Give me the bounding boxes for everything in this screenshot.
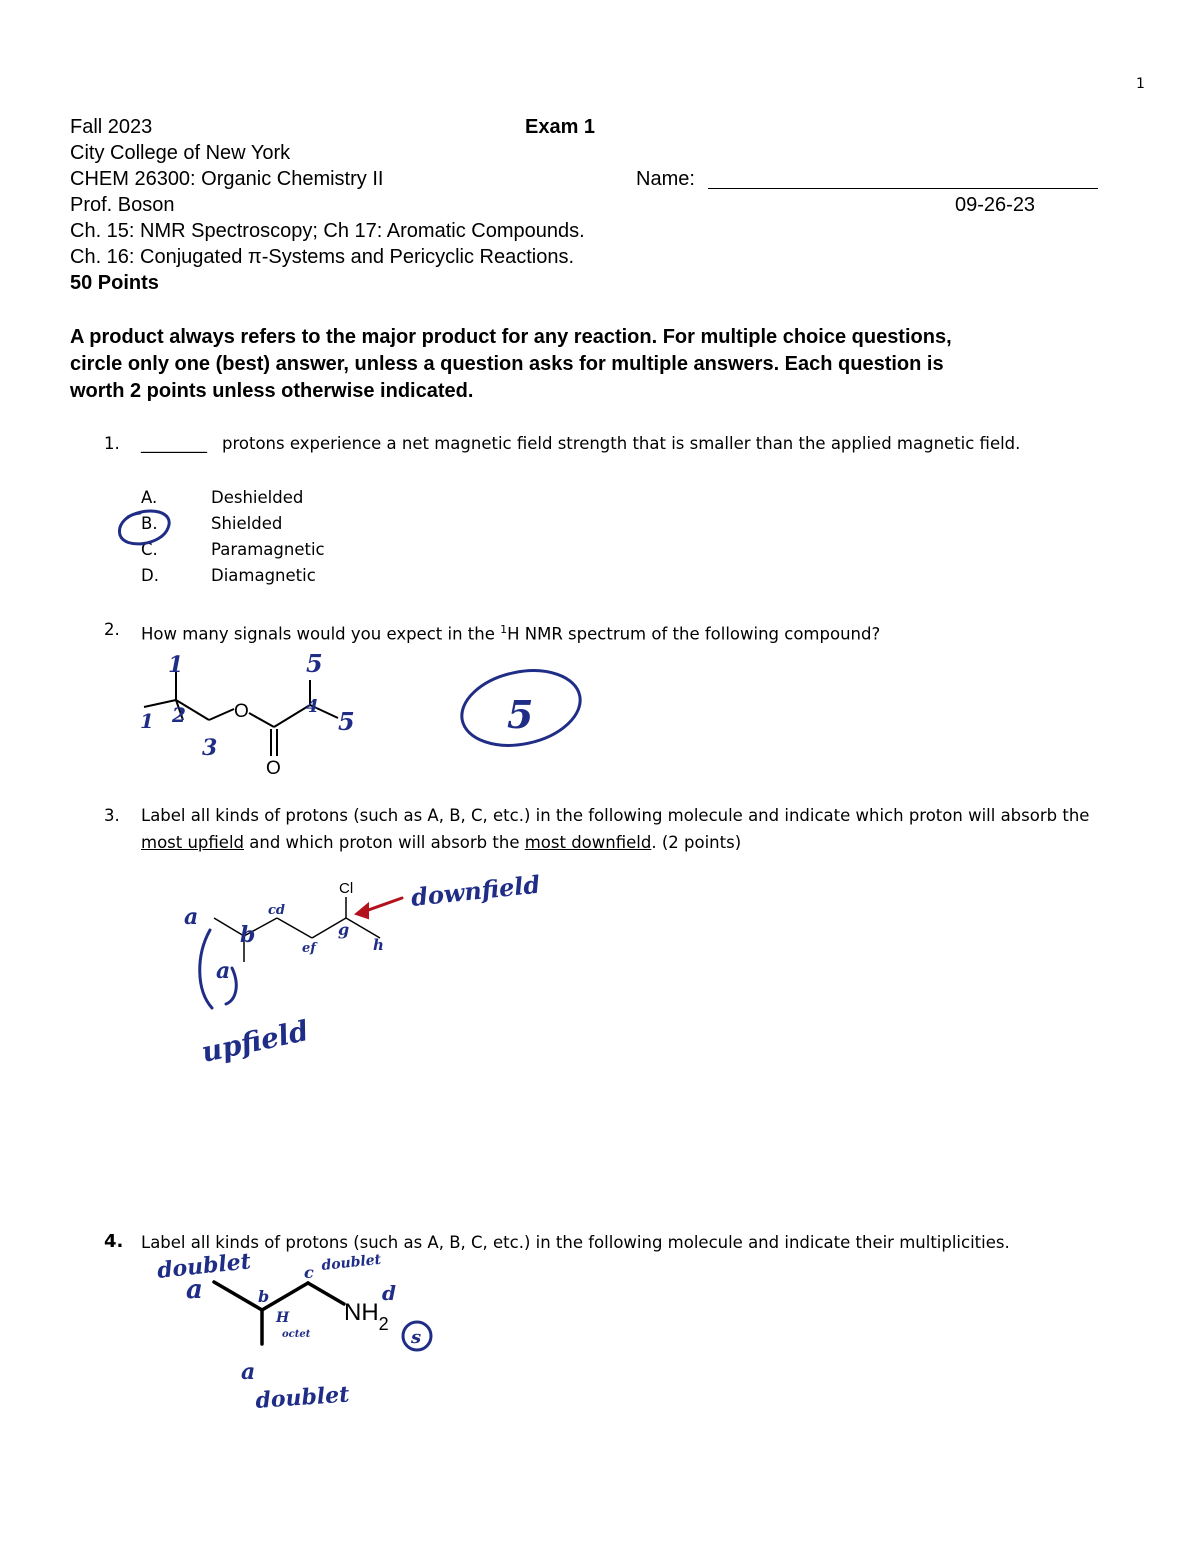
q4-mult-a-bottom: doublet — [254, 1381, 351, 1414]
q3-label-a-top: a — [184, 904, 199, 930]
q4-mult-b: octet — [282, 1329, 311, 1340]
q2-superscript: 1 — [500, 623, 508, 636]
q1-option-d-letter[interactable]: D. — [141, 566, 159, 585]
q1-option-b-text: Shielded — [211, 514, 283, 533]
q2-label-4: 4 — [306, 696, 319, 717]
q1-option-b-letter[interactable]: B. — [141, 514, 158, 533]
q4-label-d: d — [382, 1281, 396, 1305]
q4-label-b: b — [258, 1287, 270, 1306]
q2-oxygen-carbonyl: O — [266, 758, 281, 779]
q3-label-b: b — [240, 922, 256, 948]
name-label: Name: — [636, 168, 695, 190]
page-number: 1 — [1136, 76, 1145, 92]
term: Fall 2023 — [70, 116, 153, 138]
q1-text: protons experience a net magnetic field strength that is smaller than the applied magnetic field. — [222, 434, 1021, 453]
q2-label-3: 3 — [202, 735, 218, 761]
q3-label-a-bottom: a — [216, 958, 231, 984]
instructions-line-1: A product always refers to the major product for any reaction. For multiple choice questions, — [70, 326, 952, 348]
exam-date: 09-26-23 — [955, 194, 1036, 216]
chapters-line-1: Ch. 15: NMR Spectroscopy; Ch 17: Aromatic Compounds. — [70, 220, 585, 242]
q3-label-h: h — [373, 936, 384, 954]
q2-number: 2. — [104, 620, 120, 639]
q3-chlorine: Cl — [339, 880, 354, 897]
q4-amine-subscript: 2 — [378, 1314, 389, 1334]
course: CHEM 26300: Organic Chemistry II — [70, 168, 384, 190]
q3-label-cd: cd — [268, 903, 286, 918]
q2-label-5-top: 5 — [306, 649, 323, 678]
q3-label-g: g — [338, 920, 350, 939]
q1-option-d-text: Diamagnetic — [211, 566, 316, 585]
q3-upfield-note: upfield — [198, 1014, 312, 1069]
q4-amine-nh: NH — [344, 1299, 379, 1326]
q4-mult-a-left: doublet — [155, 1248, 253, 1284]
q1-number: 1. — [104, 434, 120, 453]
q1-option-c-text: Paramagnetic — [211, 540, 325, 559]
q3-text-end: . (2 points) — [651, 833, 742, 852]
q2-label-1-top: 1 — [168, 652, 184, 678]
q1-option-a-text: Deshielded — [211, 488, 304, 507]
chapters-line-2: Ch. 16: Conjugated π-Systems and Pericyclic Reactions. — [70, 246, 575, 268]
q1-option-a-letter[interactable]: A. — [141, 488, 158, 507]
q4-mult-c: doublet — [320, 1251, 382, 1274]
exam-title: Exam 1 — [525, 116, 596, 138]
q3-label-ef: ef — [302, 941, 316, 956]
q2-label-5-right: 5 — [338, 707, 355, 736]
q2-label-1-left: 1 — [140, 709, 154, 733]
instructions-line-2: circle only one (best) answer, unless a question asks for multiple answers. Each question is — [70, 353, 944, 375]
q1-blank: ________ — [141, 434, 207, 453]
q3-number: 3. — [104, 806, 120, 825]
q3-text-line-1: Label all kinds of protons (such as A, B, C, etc.) in the following molecule and indicate which proton will absorb the — [141, 806, 1090, 825]
q4-number: 4. — [104, 1231, 124, 1252]
q2-text-after: H NMR spectrum of the following compound? — [507, 624, 881, 644]
q2-label-2: 2 — [172, 703, 186, 727]
q2-oxygen-ether: O — [234, 701, 249, 722]
q3-upfield-term: most upfield — [141, 833, 245, 852]
q3-downfield-note: downfield — [409, 869, 542, 912]
instructions-line-3: worth 2 points unless otherwise indicated. — [70, 380, 474, 402]
q3-downfield-term: most downfield — [524, 833, 652, 852]
q2-answer: 5 — [507, 692, 534, 737]
q4-label-h: H — [276, 1310, 290, 1326]
school: City College of New York — [70, 142, 291, 164]
total-points: 50 Points — [70, 272, 159, 294]
q1-option-c-letter[interactable]: C. — [141, 540, 158, 559]
q4-singlet-note: s — [411, 1327, 422, 1348]
q2-text-before: How many signals would you expect in the — [141, 624, 495, 644]
q3-text-mid: and which proton will absorb the — [249, 833, 520, 852]
q4-label-a-bottom: a — [241, 1359, 256, 1385]
q4-label-a-left: a — [186, 1275, 203, 1305]
professor: Prof. Boson — [70, 194, 175, 216]
q4-handwritten-multiplicities — [156, 1248, 382, 1414]
q4-text: Label all kinds of protons (such as A, B, C, etc.) in the following molecule and indicate their multiplicities. — [141, 1233, 1010, 1252]
q4-label-c: c — [304, 1263, 314, 1282]
